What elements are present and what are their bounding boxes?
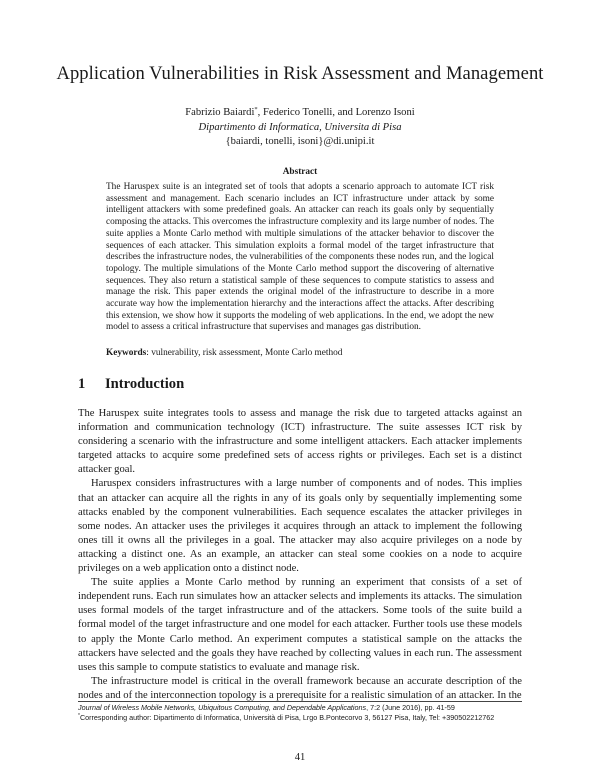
footnote-mark: * — [78, 712, 80, 719]
journal-issue: , 7:2 (June 2016), pp. 41-59 — [366, 703, 455, 712]
journal-name: Journal of Wireless Mobile Networks, Ubiquitous Computing, and Dependable Applications — [78, 703, 367, 712]
corresponding-footnote — [78, 713, 522, 723]
author-list — [40, 106, 560, 121]
journal-footnote — [78, 703, 522, 713]
keywords-list: : vulnerability, risk assessment, Monte Carlo method — [146, 348, 343, 358]
author-emails: {baiardi, tonelli, isoni}@di.unipi.it — [225, 136, 375, 147]
keywords — [106, 347, 494, 359]
author-others: , Federico Tonelli, and Lorenzo Isoni — [257, 107, 415, 118]
abstract-text: The Haruspex suite is an integrated set of tools that adopts a scenario approach to automate ICT risk assessment and management. Each scenario includes an ICT infrastructure under attack by some intelligent attackers with some predefined goals. An attacker can reach its goals only by sequentially composing the attacks. This overcomes the infrastructure complexity and its large number of nodes. The suite applies a Monte Carlo method with multiple simulations of the attacker behavior to discover the sequences of each attacker. This simulation exploits a formal model of the target infrastructure that describes the infrastructure nodes, the vulnerabilities of the components these nodes run, and the logical topology. The multiple simulations of the Monte Carlo method support the discovering of alternative sequences. They also return a statistical sample of these sequences to compute statistics to assess and manage the risk. This paper extends the original model of the infrastructure to describe in a more accurate way how the implementation hierarchy and the interactions affect the attacks. After describing this extension, we show how it supports the modeling of web applications. In the end, we adopt the new model to assess a critical infrastructure that supervises and manages gas distribution. — [106, 182, 494, 333]
section-heading — [78, 375, 522, 393]
body-paragraph: The Haruspex suite integrates tools to assess and manage the risk due to targeted attacks against an information and communication technology (ICT) infrastructure. The suite assesses ICT risk by considering a scenario with the infrastructure and some intelligent attackers. Each attacker implements targeted attacks to acquire some predefined sets of access rights or privileges. Each set is a distinct attacker goal. — [78, 408, 522, 476]
footnote-divider — [78, 701, 522, 702]
abstract-heading: Abstract — [282, 167, 318, 177]
author-block — [40, 106, 560, 150]
page-number: 41 — [294, 752, 306, 763]
body-paragraph: The infrastructure model is critical in the overall framework because an accurate description of the nodes and of the interconnection topology is a prerequisite for a realistic simulation of an attacker. In the — [78, 675, 522, 701]
corresponding-text: Corresponding author: Dipartimento di Informatica, Università di Pisa, Lrgo B.Pontecorvo 3, 56127 Pisa, Italy, Tel: +390502212762 — [79, 712, 495, 722]
paper-title: Application Vulnerabilities in Risk Assessment and Management — [56, 63, 544, 84]
author-first: Fabrizio Baiardi — [185, 107, 255, 118]
keywords-label: Keywords — [106, 348, 147, 358]
section-number: 1 — [78, 376, 86, 392]
body-paragraph: Haruspex considers infrastructures with a large number of components and of nodes. This implies that an attacker can acquire all the rights in any of its goals only by sequentially implementing some attacks enabled by the component vulnerabilities. Each sequence escalates the attacker privileges in some nodes. An attacker uses the privileges it acquires through an attack to implement the following ones till it owns all the privileges in a goal. The attacker may also acquire privileges on a node by attacking a distinct one. As an example, an attacker can steal some cookies on a node to acquire privileges on a web application onto a distinct node. — [78, 478, 522, 575]
section-title: Introduction — [105, 376, 185, 392]
body-paragraph: The suite applies a Monte Carlo method by running an experiment that consists of a set of independent runs. Each run simulates how an attacker selects and implements its attacks. The simulation uses formal models of the target infrastructure and of the attackers. Some tools of the suite build a formal model of the target infrastructure and one model for each attacker. Further tools use these models to apply the Monte Carlo method. An experiment computes a statistical sample on the attacks the attackers have selected and the goals they have reached by collecting values in each run. The assessment uses this sample to compute statistics to evaluate and manage risk. — [78, 577, 522, 673]
body-text — [78, 407, 522, 703]
corresponding-mark: * — [254, 106, 258, 113]
footnotes — [78, 703, 522, 722]
affiliation: Dipartimento di Informatica, Universita di Pisa — [198, 121, 402, 133]
